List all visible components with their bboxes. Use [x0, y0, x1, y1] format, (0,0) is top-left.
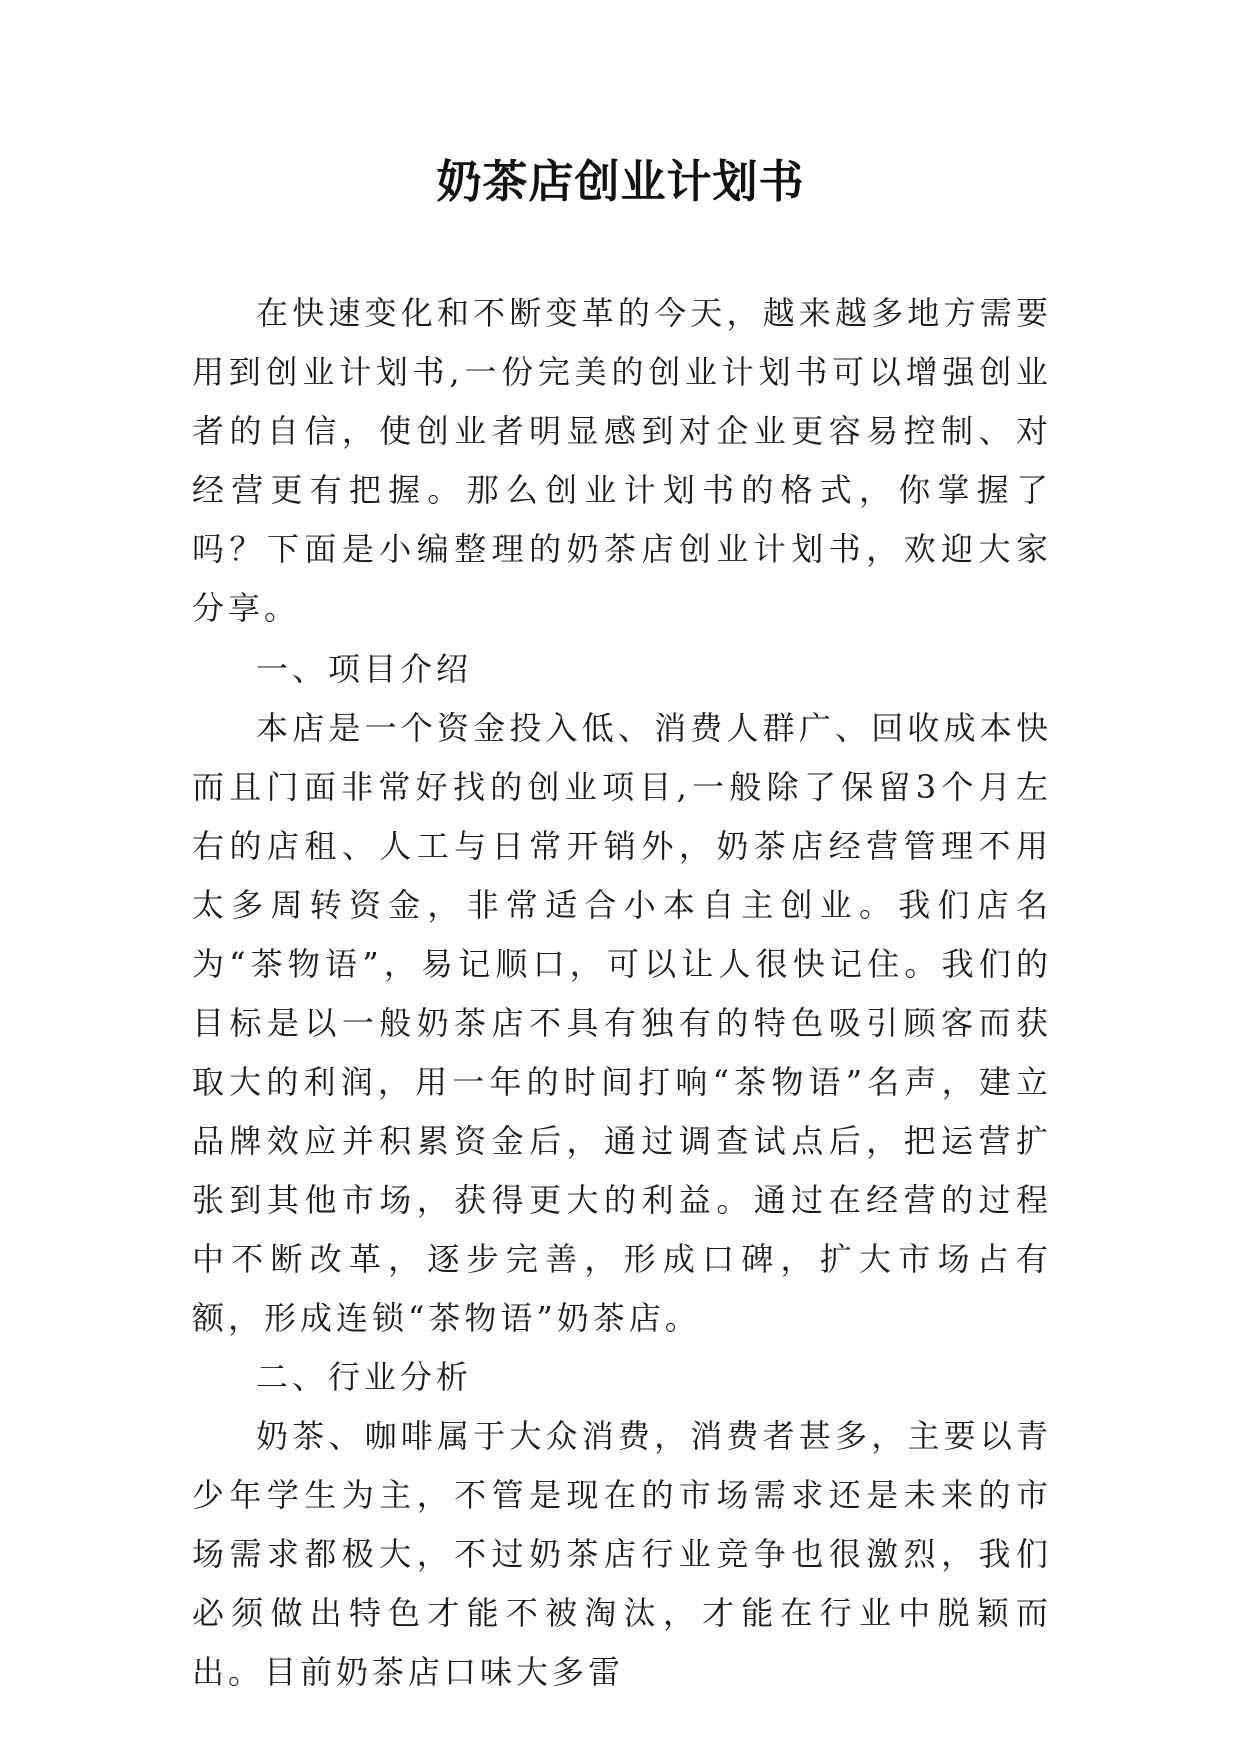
intro-paragraph: 在快速变化和不断变革的今天，越来越多地方需要用到创业计划书,一份完美的创业计划书可以增强创业者的自信，使创业者明显感到对企业更容易控制、对经营更有把握。那么创业计划书的格式，你掌握了吗？下面是小编整理的奶茶店创业计划书，欢迎大家分享。: [192, 294, 1052, 627]
document-title: 奶茶店创业计划书: [436, 155, 805, 208]
sections-block: [192, 640, 1052, 1702]
section-heading-project-intro: 一、项目介绍: [256, 650, 473, 688]
section-body-industry-analysis: 奶茶、咖啡属于大众消费，消费者甚多，主要以青少年学生为主，不管是现在的市场需求还是未来的市场需求都极大，不过奶茶店行业竞争也很激烈，我们必须做出特色才能不被淘汰，才能在行业中脱颖而出。目前奶茶店口味大多雷: [192, 1417, 1052, 1691]
intro-block: [192, 284, 1052, 638]
section-heading-industry-analysis: 二、行业分析: [256, 1358, 473, 1396]
section-body-project-intro: 本店是一个资金投入低、消费人群广、回收成本快而且门面非常好找的创业项目,一般除了保留3个月左右的店租、人工与日常开销外，奶茶店经营管理不用太多周转资金，非常适合小本自主创业。我们店名为“茶物语”，易记顺口，可以让人很快记住。我们的目标是以一般奶茶店不具有独有的特色吸引顾客而获取大的利润，用一年的时间打响“茶物语”名声，建立品牌效应并积累资金后，通过调查试点后，把运营扩张到其他市场，获得更大的利益。通过在经营的过程中不断改革，逐步完善，形成口碑，扩大市场占有额，形成连锁“茶物语”奶茶店。: [192, 709, 1052, 1337]
